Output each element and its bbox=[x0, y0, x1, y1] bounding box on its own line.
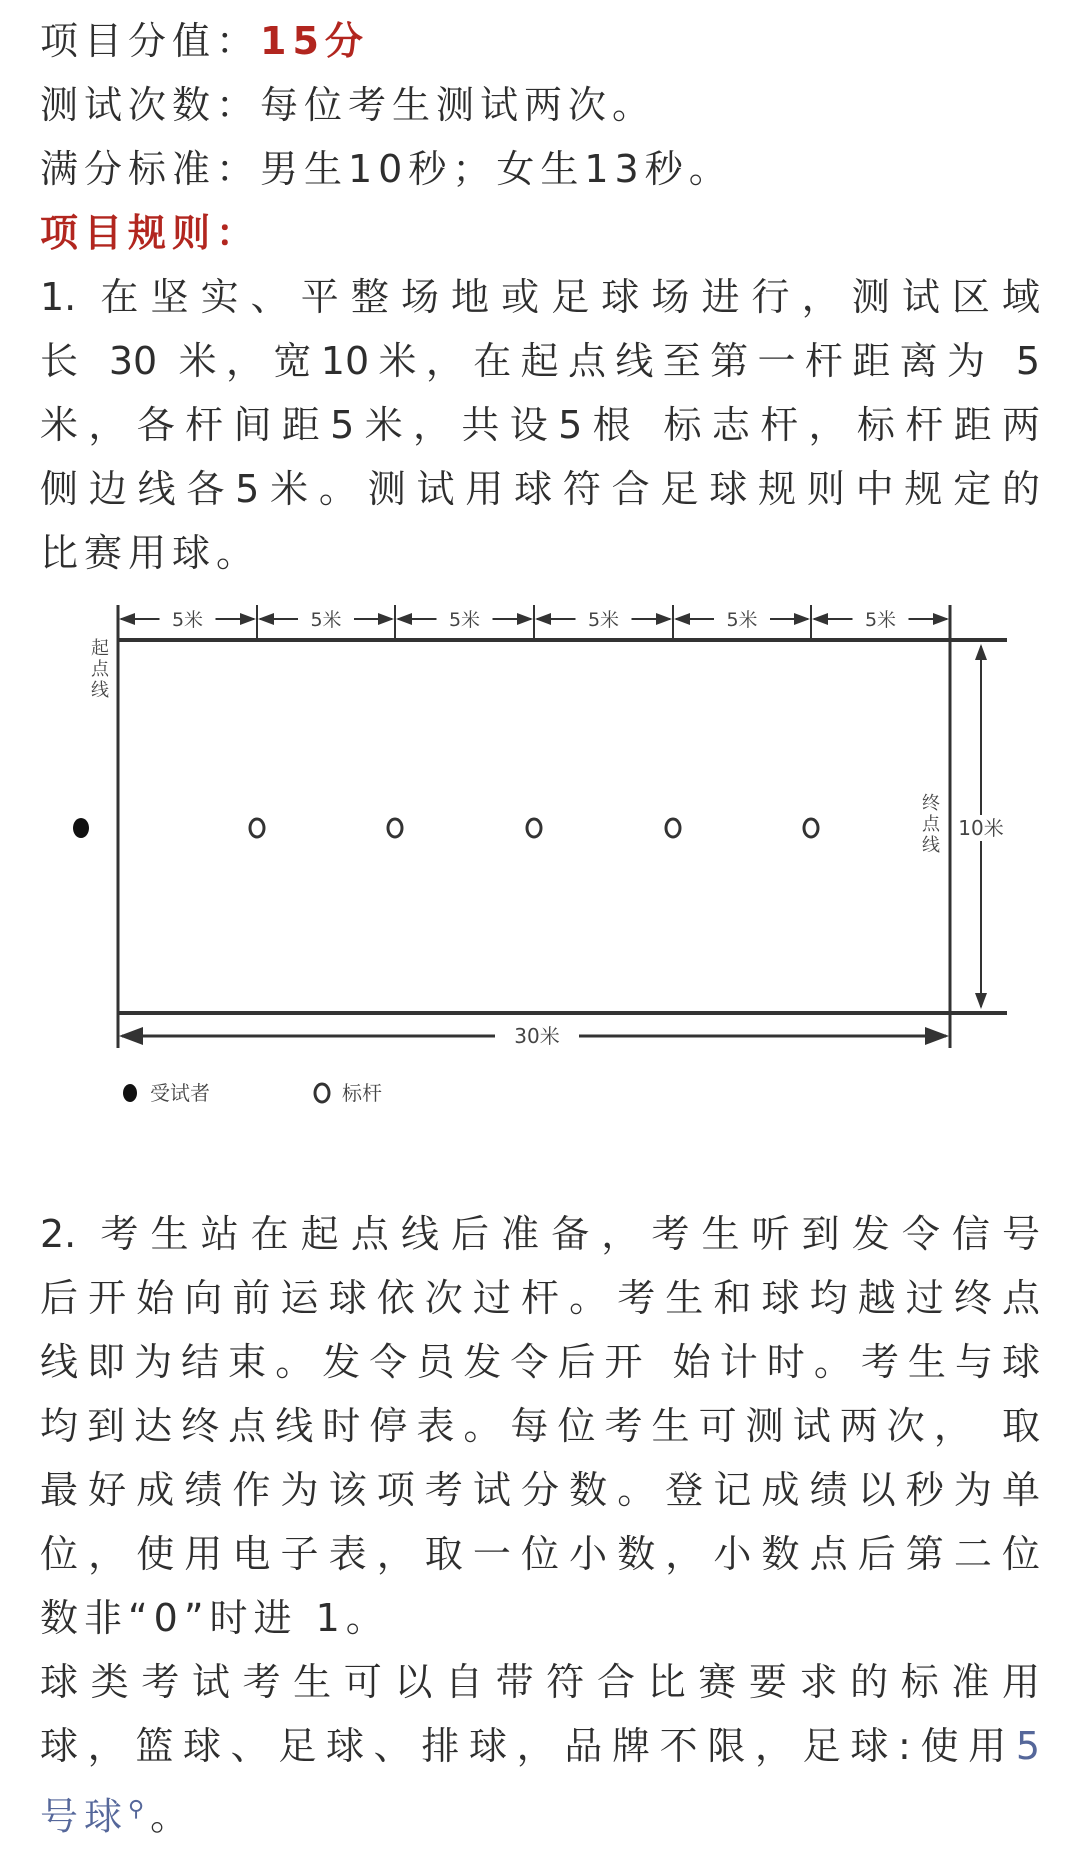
rule1-line: 侧边线各5米。测试用球符合足球规则中规定的 bbox=[40, 467, 1040, 511]
score-label: 项目分值： bbox=[40, 19, 261, 63]
width-label: 10米 bbox=[958, 816, 1004, 840]
pole-marker bbox=[388, 819, 402, 837]
start-line-label: 起点线 bbox=[91, 638, 109, 701]
finish-line-label: 终点线 bbox=[922, 793, 940, 856]
rule2-line: 位，使用电子表，取一位小数，小数点后第二位 bbox=[40, 1532, 1040, 1576]
rule2-line: 后开始向前运球依次过杆。考生和球均越过终点 bbox=[40, 1276, 1040, 1320]
score-value: 15分 bbox=[260, 19, 369, 63]
segment-label: 5米 bbox=[310, 609, 342, 631]
pole-marker bbox=[666, 819, 680, 837]
rule2 bbox=[40, 1202, 1040, 1842]
segment-label: 5米 bbox=[448, 609, 481, 631]
legend-pole-label: 标杆 bbox=[342, 1081, 382, 1105]
pole-marker bbox=[250, 819, 264, 837]
legend-player-dot bbox=[123, 1084, 137, 1102]
note-line bbox=[40, 1778, 1040, 1842]
player-dot bbox=[73, 818, 89, 838]
note-line bbox=[40, 1714, 1040, 1778]
attempts-line: 测试次数：每位考生测试两次。 bbox=[40, 83, 657, 127]
legend-pole-circle bbox=[315, 1084, 329, 1102]
note-line: 球类考试考生可以自带符合比赛要求的标准用 bbox=[40, 1660, 1040, 1704]
legend-player-label: 受试者 bbox=[150, 1081, 210, 1105]
note-text: 球，篮球、足球、排球，品牌不限，足球:使用 bbox=[40, 1724, 1016, 1768]
rule2-line: 最好成绩作为该项考试分数。登记成绩以秒为单 bbox=[40, 1468, 1040, 1512]
segment-label: 5米 bbox=[171, 609, 204, 631]
rule1-line: 1. 在坚实、平整场地或足球场进行，测试区域 bbox=[40, 275, 1040, 319]
full-marks-line: 满分标准：男生10秒；女生13秒。 bbox=[40, 147, 733, 191]
rule2-line: 线即为结束。发令员发令后开 始计时。考生与球 bbox=[40, 1340, 1040, 1384]
segment-label: 5米 bbox=[864, 609, 897, 631]
ball-size-link[interactable]: 号球 bbox=[40, 1794, 129, 1839]
pole-marker bbox=[804, 819, 818, 837]
rule1-line: 长 30 米，宽10米，在起点线至第一杆距离为 5 bbox=[40, 339, 1040, 383]
rule2-line: 均到达终点线时停表。每位考生可测试两次， 取 bbox=[40, 1404, 1040, 1448]
rule1-line: 米，各杆间距5米，共设5根 标志杆，标杆距两 bbox=[40, 403, 1040, 447]
rule1-line: 比赛用球。 bbox=[40, 531, 261, 575]
search-icon[interactable]: ⚲ bbox=[128, 1797, 151, 1822]
rule2-line: 2. 考生站在起点线后准备，考生听到发令信号 bbox=[40, 1212, 1040, 1256]
note-end: 。 bbox=[150, 1794, 195, 1839]
rule2-line: 数非“0”时进 1。 bbox=[40, 1596, 390, 1640]
ball-size-link-5[interactable]: 5 bbox=[1015, 1724, 1040, 1768]
segment-label: 5米 bbox=[587, 609, 620, 631]
pole-marker bbox=[527, 819, 541, 837]
rules-title: 项目规则： bbox=[40, 211, 261, 255]
segment-label: 5米 bbox=[726, 609, 758, 631]
length-label: 30米 bbox=[514, 1024, 560, 1048]
